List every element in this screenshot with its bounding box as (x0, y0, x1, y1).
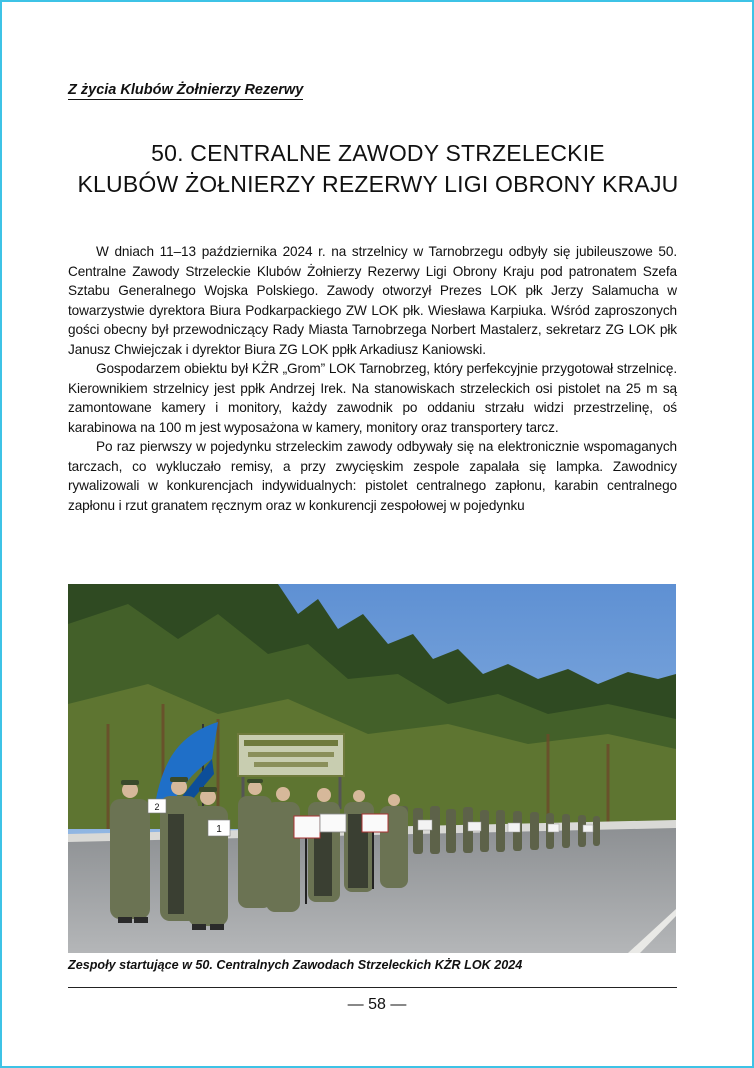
article-title-line-1: 50. CENTRALNE ZAWODY STRZELECKIE (151, 140, 605, 166)
photo-caption: Zespoły startujące w 50. Centralnych Zawodach Strzeleckich KŻR LOK 2024 (68, 958, 523, 972)
bib-number: 2 (154, 802, 160, 812)
bib-number: 1 (216, 824, 222, 835)
team-photo (68, 584, 676, 953)
article-paragraph: Gospodarzem obiektu był KŻR „Grom” LOK Tarnobrzeg, który perfekcyjnie przygotował strzelnicę. Kierownikiem strzelnicy jest ppłk Andrzej Irek. Na stanowiskach strzeleckich osi pistolet na 25 m są zamontowane kamery i monitory, każdy zawodnik po oddaniu strzału widzi przestrzelinę, oś karabinowa na 100 m jest wyposażona w kamery, monitory oraz transportery tarcz. (68, 361, 677, 435)
article-title (60, 138, 696, 200)
article-paragraph: W dniach 11–13 października 2024 r. na strzelnicy w Tarnobrzegu odbyły się jubileuszowe 50. Centralne Zawody Strzeleckie Klubów Żołnierzy Rezerwy Ligi Obrony Kraju pod patronatem Szefa Sztabu Generalnego Wojska Polskiego. Zawody otworzył Prezes LOK płk Jerzy Salamucha w towarzystwie dyrektora Biura Podkarpackiego ZW LOK płk. Wiesława Karpiuka. Wśród zaproszonych gości obecny był przewodniczący Rady Miasta Tarnobrzega Norbert Mastalerz, sekretarz ZG LOK płk Janusz Chwiejczak i dyrektor Biura ZG LOK ppłk Arkadiusz Kaniowski. (68, 244, 677, 357)
article-body (68, 242, 677, 515)
page-number: — 58 — (347, 996, 407, 1013)
footer-divider (68, 987, 677, 988)
section-label: Z życia Klubów Żołnierzy Rezerwy (68, 82, 304, 98)
article-paragraph: Po raz pierwszy w pojedynku strzeleckim zawody odbywały się na elektronicznie wspomaganych tarczach, co wykluczało remisy, a przy zwycięskim zespole zapalała się lampka. Zawodnicy rywalizowali w konkurencjach indywidualnych: pistolet centralnego zapłonu, karabin centralnego zapłonu i rzut granatem ręcznym oraz w konkurencji zespołowej w pojedynku (68, 439, 677, 513)
article-title-line-2: KLUBÓW ŻOŁNIERZY REZERWY LIGI OBRONY KRAJU (77, 171, 679, 197)
